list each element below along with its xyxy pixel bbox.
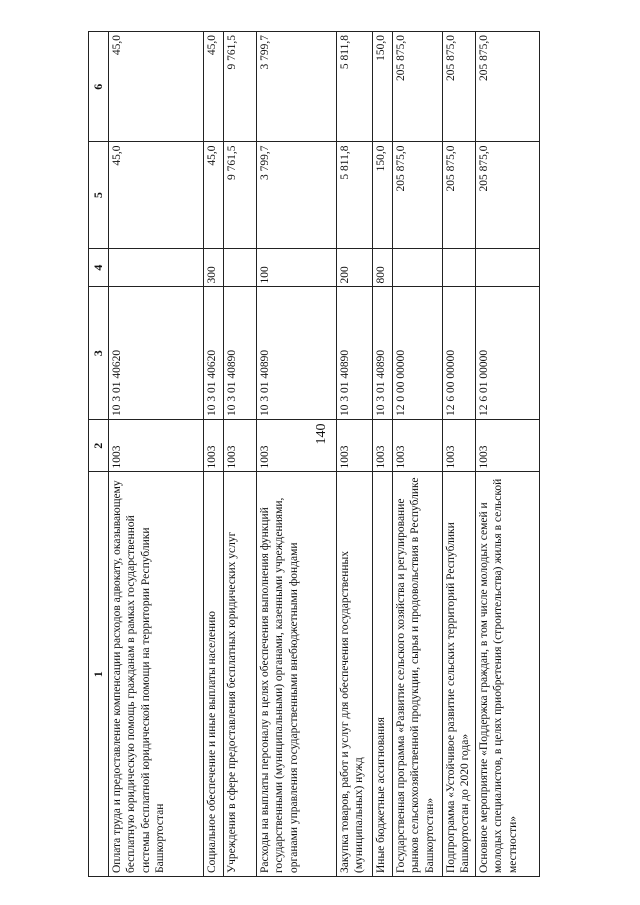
- row-amount-6: 205 875,0: [442, 32, 475, 142]
- budget-table: [88, 31, 540, 877]
- row-name: Закупка товаров, работ и услуг для обеспечения государственных (муниципальных) нужд: [336, 472, 372, 877]
- row-expense-type: [108, 248, 203, 287]
- row-expense-type: 200: [336, 248, 372, 287]
- row-name: Иные бюджетные ассигнования: [372, 472, 392, 877]
- row-amount-6: 3 799,7: [256, 32, 336, 142]
- header-col-5: 5: [89, 142, 109, 248]
- row-expense-type: 800: [372, 248, 392, 287]
- row-name: Учреждения в сфере предоставления бесплатных юридических услуг: [223, 472, 256, 877]
- row-section: 1003: [256, 420, 336, 472]
- row-expense-type: 100: [256, 248, 336, 287]
- row-target-code: 10 3 01 40890: [336, 287, 372, 420]
- row-expense-type: [475, 248, 539, 287]
- row-amount-5: 45,0: [203, 142, 223, 248]
- header-col-1: 1: [89, 472, 109, 877]
- row-section: 1003: [336, 420, 372, 472]
- row-target-code: 10 3 01 40890: [223, 287, 256, 420]
- table-row: [223, 32, 256, 877]
- table-row: [256, 32, 336, 877]
- row-name: Социальное обеспечение и иные выплаты населению: [203, 472, 223, 877]
- row-section: 1003: [372, 420, 392, 472]
- table-row: [442, 32, 475, 877]
- page-number: 140: [314, 423, 329, 445]
- row-name: Основное мероприятие «Поддержка граждан, в том числе молодых семей и молодых специалистов, в целях приобретения (строительства) жилья в сельской местности»: [475, 472, 539, 877]
- row-expense-type: 300: [203, 248, 223, 287]
- row-amount-5: 150,0: [372, 142, 392, 248]
- row-expense-type: [442, 248, 475, 287]
- row-amount-6: 45,0: [203, 32, 223, 142]
- rotated-table-container: [88, 31, 521, 877]
- row-target-code: 10 3 01 40890: [256, 287, 336, 420]
- table-row: [392, 32, 442, 877]
- header-col-4: 4: [89, 248, 109, 287]
- row-amount-6: 9 761,5: [223, 32, 256, 142]
- row-section: 1003: [203, 420, 223, 472]
- row-name: Расходы на выплаты персоналу в целях обеспечения выполнения функций государственными (муниципальными) органами, казенными учреждениями, органами управления государственными внебюджетными фондами: [256, 472, 336, 877]
- row-amount-5: 45,0: [108, 142, 203, 248]
- row-amount-5: 5 811,8: [336, 142, 372, 248]
- row-target-code: 12 6 01 00000: [475, 287, 539, 420]
- row-name: Подпрограмма «Устойчивое развитие сельских территорий Республики Башкортостан до 2020 года»: [442, 472, 475, 877]
- header-col-3: 3: [89, 287, 109, 420]
- row-target-code: 12 6 00 00000: [442, 287, 475, 420]
- row-amount-6: 150,0: [372, 32, 392, 142]
- row-expense-type: [223, 248, 256, 287]
- row-amount-6: 205 875,0: [392, 32, 442, 142]
- row-amount-6: 205 875,0: [475, 32, 539, 142]
- table-row: [372, 32, 392, 877]
- row-name: Государственная программа «Развитие сельского хозяйства и регулирование рынков сельскохозяйственной продукции, сырья и продовольствия в Республике Башкортостан»: [392, 472, 442, 877]
- table-row: [108, 32, 203, 877]
- row-target-code: 10 3 01 40620: [203, 287, 223, 420]
- row-expense-type: [392, 248, 442, 287]
- row-section: 1003: [442, 420, 475, 472]
- table-row: [336, 32, 372, 877]
- header-col-6: 6: [89, 32, 109, 142]
- row-section: 1003: [475, 420, 539, 472]
- row-amount-5: 205 875,0: [442, 142, 475, 248]
- header-col-2: 2: [89, 420, 109, 472]
- row-target-code: 10 3 01 40620: [108, 287, 203, 420]
- header-row: [89, 32, 109, 877]
- row-amount-5: 9 761,5: [223, 142, 256, 248]
- row-amount-5: 205 875,0: [392, 142, 442, 248]
- row-amount-6: 5 811,8: [336, 32, 372, 142]
- row-amount-5: 3 799,7: [256, 142, 336, 248]
- row-section: 1003: [108, 420, 203, 472]
- row-section: 1003: [392, 420, 442, 472]
- table-row: [203, 32, 223, 877]
- table-row: [475, 32, 539, 877]
- row-name: Оплата труда и предоставление компенсации расходов адвокату, оказывающему бесплатную юридическую помощь гражданам в рамках государственной системы бесплатной юридической помощи на территории Республики Башкортостан: [108, 472, 203, 877]
- row-amount-6: 45,0: [108, 32, 203, 142]
- row-amount-5: 205 875,0: [475, 142, 539, 248]
- row-target-code: 12 0 00 00000: [392, 287, 442, 420]
- row-target-code: 10 3 01 40890: [372, 287, 392, 420]
- row-section: 1003: [223, 420, 256, 472]
